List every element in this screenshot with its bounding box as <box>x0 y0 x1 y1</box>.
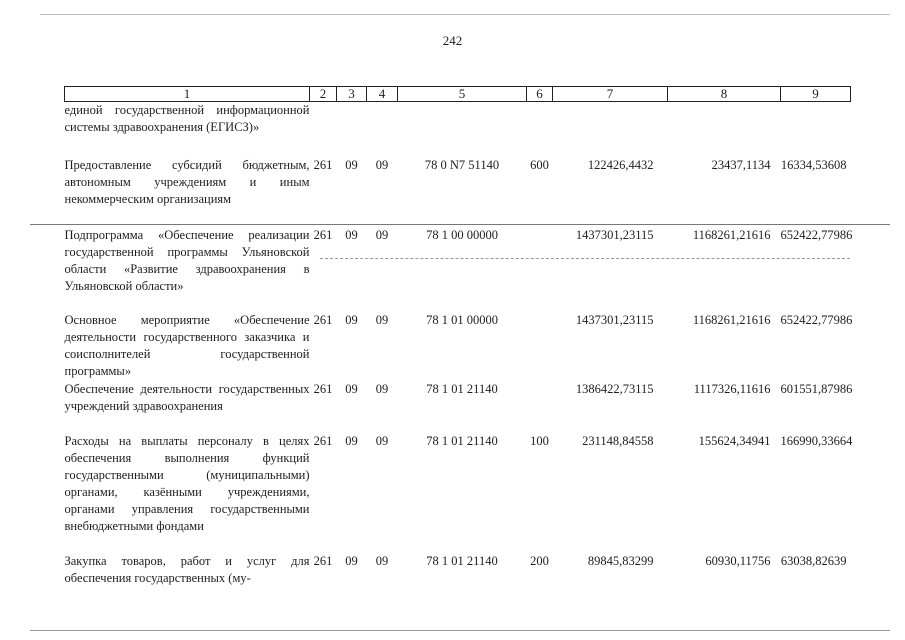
row-amount-7: 1437301,23115 <box>575 227 654 242</box>
column-header-2: 2 <box>310 87 337 102</box>
scan-dash-line <box>320 258 850 259</box>
row-amount-7: 1386422,73115 <box>575 381 654 396</box>
row-section-code: 09 <box>345 157 358 172</box>
scan-line-bottom <box>30 630 890 631</box>
table-row <box>65 433 851 553</box>
row-subsection-code <box>367 102 398 157</box>
row-section-code: 09 <box>345 553 358 568</box>
row-name: Расходы на выплаты персоналу в целях обеспечения выполнения функций государственными (муниципальными) органами, казёнными учреждениями, органами управления государственными внебюджетными фондами <box>64 433 310 533</box>
row-subsection-code: 09 <box>375 157 389 172</box>
row-expense-type: 200 <box>530 553 549 568</box>
row-amount-9 <box>781 102 851 157</box>
row-subsection-code: 09 <box>375 312 389 327</box>
table-row <box>65 381 851 433</box>
row-name: Обеспечение деятельности государственных учреждений здравоохранения <box>64 381 310 413</box>
row-target-article <box>398 102 527 157</box>
row-admin-code <box>310 102 337 157</box>
row-amount-9: 63038,82639 <box>780 553 847 568</box>
row-name: Закупка товаров, работ и услуг для обеспечения государственных (му- <box>64 553 310 585</box>
row-amount-9: 16334,53608 <box>780 157 847 172</box>
table-row <box>65 102 851 157</box>
row-name: единой государственной информационной системы здравоохранения (ЕГИСЗ)» <box>64 103 310 134</box>
row-target-article: 78 1 00 00000 <box>426 227 498 242</box>
row-name: Основное мероприятие «Обеспечение деятельности государственного заказчика и соисполнителей государственной программы» <box>64 312 310 378</box>
row-expense-type <box>527 312 553 381</box>
row-amount-8: 60930,11756 <box>705 553 771 568</box>
table-row <box>65 227 851 312</box>
column-header-4: 4 <box>367 87 398 102</box>
row-amount-9: 652422,77986 <box>780 312 853 327</box>
row-amount-8: 1168261,21616 <box>692 312 771 327</box>
scan-line-row-divider <box>30 224 890 225</box>
column-header-5: 5 <box>398 87 527 102</box>
table-row <box>65 157 851 227</box>
row-admin-code: 261 <box>313 157 333 172</box>
row-target-article: 78 0 N7 51140 <box>424 157 500 172</box>
row-section-code: 09 <box>345 312 358 327</box>
row-amount-9: 601551,87986 <box>780 381 853 396</box>
row-target-article: 78 1 01 00000 <box>426 312 498 327</box>
row-amount-8: 23437,1134 <box>711 157 771 172</box>
column-header-1: 1 <box>65 87 310 102</box>
row-subsection-code: 09 <box>375 433 389 448</box>
row-expense-type: 100 <box>530 433 549 448</box>
row-subsection-code: 09 <box>375 381 389 396</box>
row-amount-8 <box>668 102 781 157</box>
row-admin-code: 261 <box>313 227 333 242</box>
row-section-code: 09 <box>345 227 358 242</box>
row-amount-9: 166990,33664 <box>780 433 853 448</box>
table-row <box>65 312 851 381</box>
row-section-code <box>337 102 367 157</box>
row-amount-7 <box>553 102 668 157</box>
row-amount-7: 1437301,23115 <box>575 312 654 327</box>
row-target-article: 78 1 01 21140 <box>426 381 498 396</box>
table-row <box>65 553 851 599</box>
row-amount-7: 122426,4432 <box>587 157 654 172</box>
row-subsection-code: 09 <box>375 227 389 242</box>
row-admin-code: 261 <box>313 553 333 568</box>
row-admin-code: 261 <box>313 312 333 327</box>
column-header-6: 6 <box>527 87 553 102</box>
row-name: Подпрограмма «Обеспечение реализации государственной программы Ульяновской области «Развитие здравоохранения в Ульяновской области» <box>64 227 310 293</box>
row-amount-8: 155624,34941 <box>698 433 771 448</box>
column-header-8: 8 <box>668 87 781 102</box>
row-expense-type <box>527 102 553 157</box>
table-body <box>65 102 851 599</box>
row-target-article: 78 1 01 21140 <box>426 433 498 448</box>
row-expense-type <box>527 227 553 312</box>
column-header-7: 7 <box>553 87 668 102</box>
row-amount-9: 652422,77986 <box>780 227 853 242</box>
column-header-9: 9 <box>781 87 851 102</box>
row-expense-type <box>527 381 553 433</box>
page-number: 242 <box>442 33 463 48</box>
column-header-3: 3 <box>337 87 367 102</box>
row-amount-8: 1117326,11616 <box>693 381 771 396</box>
row-target-article: 78 1 01 21140 <box>426 553 498 568</box>
row-admin-code: 261 <box>313 381 333 396</box>
budget-table <box>64 86 851 599</box>
row-section-code: 09 <box>345 433 358 448</box>
row-expense-type: 600 <box>530 157 549 172</box>
scan-line-top <box>40 14 890 15</box>
row-admin-code: 261 <box>313 433 333 448</box>
row-subsection-code: 09 <box>375 553 389 568</box>
row-amount-7: 89845,83299 <box>587 553 654 568</box>
row-section-code: 09 <box>345 381 358 396</box>
row-amount-8: 1168261,21616 <box>692 227 771 242</box>
column-number-header <box>65 87 851 102</box>
row-amount-7: 231148,84558 <box>582 433 654 448</box>
row-name: Предоставление субсидий бюджетным, автономным учреждениям и иным некоммерческим организациям <box>64 157 310 206</box>
